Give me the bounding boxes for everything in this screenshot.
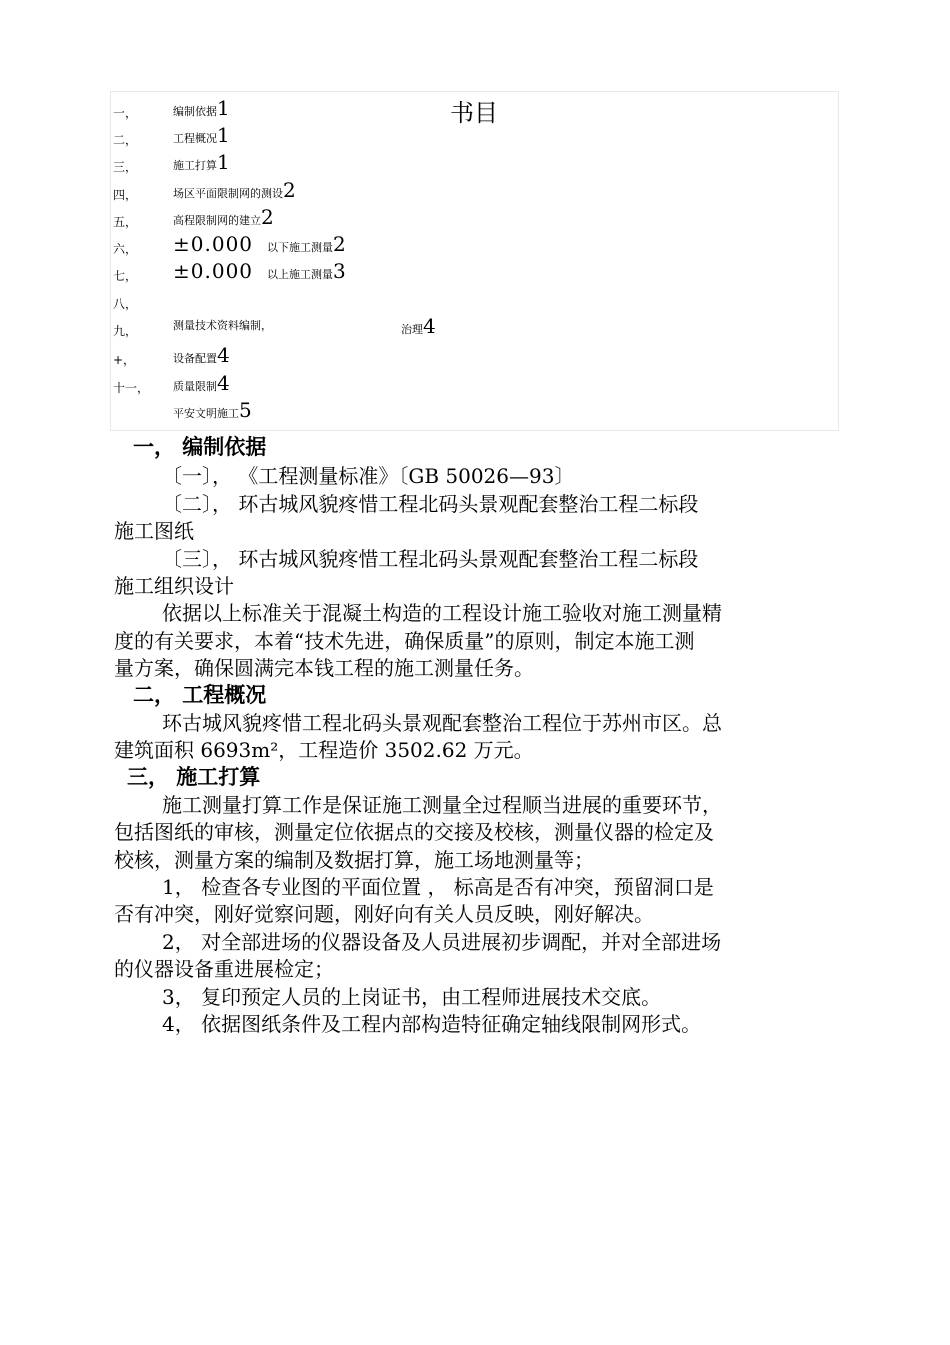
body-line: 施工图纸 xyxy=(114,519,194,543)
toc-page: 5 xyxy=(239,398,252,422)
toc-entry-continued[interactable] xyxy=(401,314,436,338)
toc-page: 3 xyxy=(333,259,346,283)
toc-number: 二， xyxy=(113,133,138,147)
toc-symbol: ±0.000 xyxy=(173,232,254,256)
toc-number: 十一， xyxy=(113,381,150,395)
toc-label: 平安文明施工 xyxy=(173,407,239,420)
body-line: 量方案，确保圆满完本钱工程的施工测量任务。 xyxy=(114,656,534,680)
toc-entry[interactable] xyxy=(173,150,230,174)
toc-label: 施工打算 xyxy=(173,159,217,172)
toc-number: 九， xyxy=(113,324,138,338)
toc-entry[interactable] xyxy=(173,123,230,147)
toc-entry[interactable] xyxy=(173,314,272,333)
toc-page: 1 xyxy=(217,123,230,147)
toc-entry[interactable] xyxy=(173,96,230,120)
body-line: 3， 复印预定人员的上岗证书，由工程师进展技术交底。 xyxy=(162,985,662,1009)
toc-number: 八， xyxy=(113,297,138,311)
toc-label: 测量技术资料编制， xyxy=(173,319,272,332)
body-line: 建筑面积 6693m²，工程造价 3502.62 万元。 xyxy=(114,738,534,762)
body-line: 校核，测量方案的编制及数据打算，施工场地测量等； xyxy=(114,848,594,872)
body-line: 包括图纸的审核，测量定位依据点的交接及校核，测量仪器的检定及 xyxy=(114,820,714,844)
section-heading: 一， 编制依据 xyxy=(133,435,267,459)
toc-entry[interactable] xyxy=(173,343,230,367)
body-line: 4， 依据图纸条件及工程内部构造特征确定轴线限制网形式。 xyxy=(162,1012,702,1036)
toc-label: 工程概况 xyxy=(173,132,217,145)
toc-label: 设备配置 xyxy=(173,352,217,365)
toc-symbol: ±0.000 xyxy=(173,259,254,283)
toc-label: 高程限制网的建立 xyxy=(173,214,261,227)
toc-number: 六， xyxy=(113,242,138,256)
toc-entry[interactable] xyxy=(173,371,230,395)
toc-label: 场区平面限制网的测设 xyxy=(173,187,283,200)
toc-page: 2 xyxy=(283,178,296,202)
body-line: 1， 检查各专业图的平面位置 ， 标高是否有冲突，预留洞口是 xyxy=(162,875,714,899)
body-line: 〔三〕， 环古城风貌疼惜工程北码头景观配套整治工程二标段 xyxy=(162,547,699,571)
toc-entry[interactable] xyxy=(173,398,252,422)
body-line: 〔二〕， 环古城风貌疼惜工程北码头景观配套整治工程二标段 xyxy=(162,492,699,516)
toc-entry[interactable] xyxy=(173,178,296,202)
toc-label: 质量限制 xyxy=(173,380,217,393)
body-line: 施工测量打算工作是保证施工测量全过程顺当进展的重要环节， xyxy=(162,793,722,817)
body-line: 的仪器设备重进展检定； xyxy=(114,957,334,981)
toc-entry[interactable] xyxy=(173,232,346,256)
toc-entry[interactable] xyxy=(173,259,346,283)
toc-label: 编制依据 xyxy=(173,105,217,118)
toc-number: 一， xyxy=(113,106,138,120)
toc-number: +， xyxy=(113,353,136,367)
body-line: 施工组织设计 xyxy=(114,574,234,598)
toc-number: 三， xyxy=(113,160,138,174)
toc-entry[interactable] xyxy=(173,205,274,229)
body-line: 依据以上标准关于混凝土构造的工程设计施工验收对施工测量精 xyxy=(162,601,722,625)
toc-page: 4 xyxy=(217,371,230,395)
toc-label: 治理 xyxy=(401,323,423,336)
body-line: 〔一〕， 《工程测量标准》〔GB 50026—93〕 xyxy=(162,464,575,488)
toc-number: 四， xyxy=(113,188,138,202)
toc-number: 五， xyxy=(113,215,138,229)
toc-label: 以下施工测量 xyxy=(267,241,334,254)
toc-page: 4 xyxy=(423,314,436,338)
toc-title: 书目 xyxy=(450,99,498,127)
body-line: 环古城风貌疼惜工程北码头景观配套整治工程位于苏州市区。总 xyxy=(162,711,722,735)
section-heading: 三， 施工打算 xyxy=(127,765,261,789)
toc-page: 2 xyxy=(333,232,346,256)
toc-page: 4 xyxy=(217,343,230,367)
body-line: 度的有关要求，本着“技术先进，确保质量”的原则，制定本施工测 xyxy=(114,629,695,653)
section-heading: 二， 工程概况 xyxy=(133,683,267,707)
body-line: 2， 对全部进场的仪器设备及人员进展初步调配，并对全部进场 xyxy=(162,930,722,954)
toc-page: 2 xyxy=(261,205,274,229)
toc-page: 1 xyxy=(217,96,230,120)
toc-page: 1 xyxy=(217,150,230,174)
toc-label: 以上施工测量 xyxy=(267,268,334,281)
body-line: 否有冲突，刚好觉察问题，刚好向有关人员反映，刚好解决。 xyxy=(114,902,654,926)
toc-number: 七， xyxy=(113,269,138,283)
